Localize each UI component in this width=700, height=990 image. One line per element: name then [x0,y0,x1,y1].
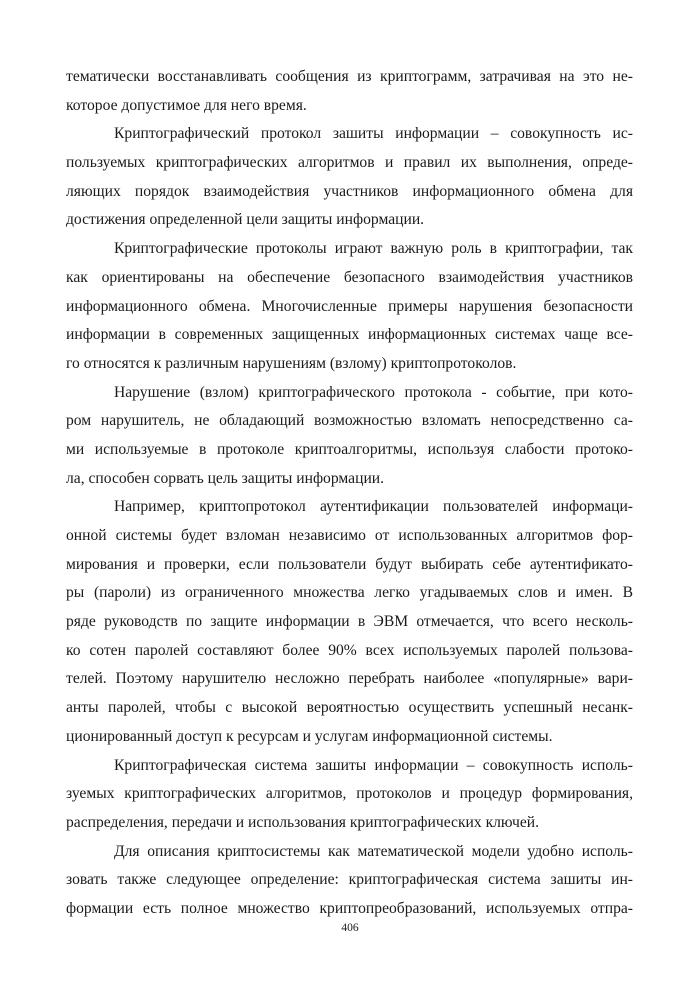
text-line: ры (пароли) из ограниченного множества легко угадываемых слов и имен. В [66,584,633,602]
text-line: ла, способен сорвать цель защиты информации. [66,469,385,487]
text-line: информации в современных защищенных информационных системах чаще все- [66,326,633,344]
text-line: мирования и проверки, если пользователи будут выбирать себе аутентификато- [66,555,633,573]
text-line: Криптографическая система зашиты информации – совокупность исполь- [114,756,633,774]
text-line: ционированный доступ к ресурсам и услугам информационной системы. [66,727,553,745]
text-line: информационного обмена. Многочисленные примеры нарушения безопасности [66,297,633,315]
paragraph [66,63,633,120]
paragraph [66,838,633,924]
paragraph [66,235,633,378]
text-line: онной системы будет взломан независимо от использованных алгоритмов фор- [66,527,633,544]
paragraph [66,752,633,838]
text-line: анты паролей, чтобы с высокой вероятностью осуществить успешный несанк- [66,699,633,717]
text-line: Например, криптопротокол аутентификации пользователей информаци- [114,498,633,516]
paragraph [66,120,633,235]
paragraph [66,493,633,751]
text-line: достижения определенной цели защиты информации. [66,211,425,229]
text-line: пользуемых криптографических алгоритмов и правил их выполнения, опреде- [66,154,633,172]
text-line: распределения, передачи и использования криптографических ключей. [66,813,539,831]
text-line: Нарушение (взлом) криптографического протокола - событие, при кото- [114,383,633,401]
text-line: зуемых криптографических алгоритмов, протоколов и процедур формирования, [66,785,633,803]
text-line: зовать также следующее определение: криптографическая система зашиты ин- [66,871,633,889]
text-line: Криптографический протокол зашиты информации – совокупность ис- [114,125,633,143]
text-line: ром нарушитель, не обладающий возможностью взломать непосредственно са- [66,412,633,430]
text-line: ряде руководств по защите информации в ЭВМ отмечается, что всего несколь- [66,613,633,631]
text-line: го относятся к различным нарушениям (взлому) криптопротоколов. [66,354,517,372]
text-line: тематически восстанавливать сообщения из криптограмм, затрачивая на это не- [66,68,633,85]
text-line: Криптографические протоколы играют важную роль в криптографии, так [114,240,633,258]
text-line: Для описания криптосистемы как математической модели удобно исполь- [114,842,633,860]
text-line: которое допустимое для него время. [66,96,307,114]
page-number: 406 [341,922,359,934]
text-line: телей. Поэтому нарушителю несложно перебрать наиболее «популярные» вари- [66,670,633,688]
text-line: как ориентированы на обеспечение безопасного взаимодействия участников [66,268,633,286]
body-text [66,63,633,924]
text-line: ляющих порядок взаимодействия участников информационного обмена для [66,182,633,200]
text-line: формации есть полное множество криптопреобразований, используемых отпра- [66,899,633,917]
text-line: ко сотен паролей составляют более 90% всех используемых паролей пользова- [66,641,633,659]
paragraph [66,379,633,494]
text-line: ми используемые в протоколе криптоалгоритмы, используя слабости протоко- [66,440,633,458]
